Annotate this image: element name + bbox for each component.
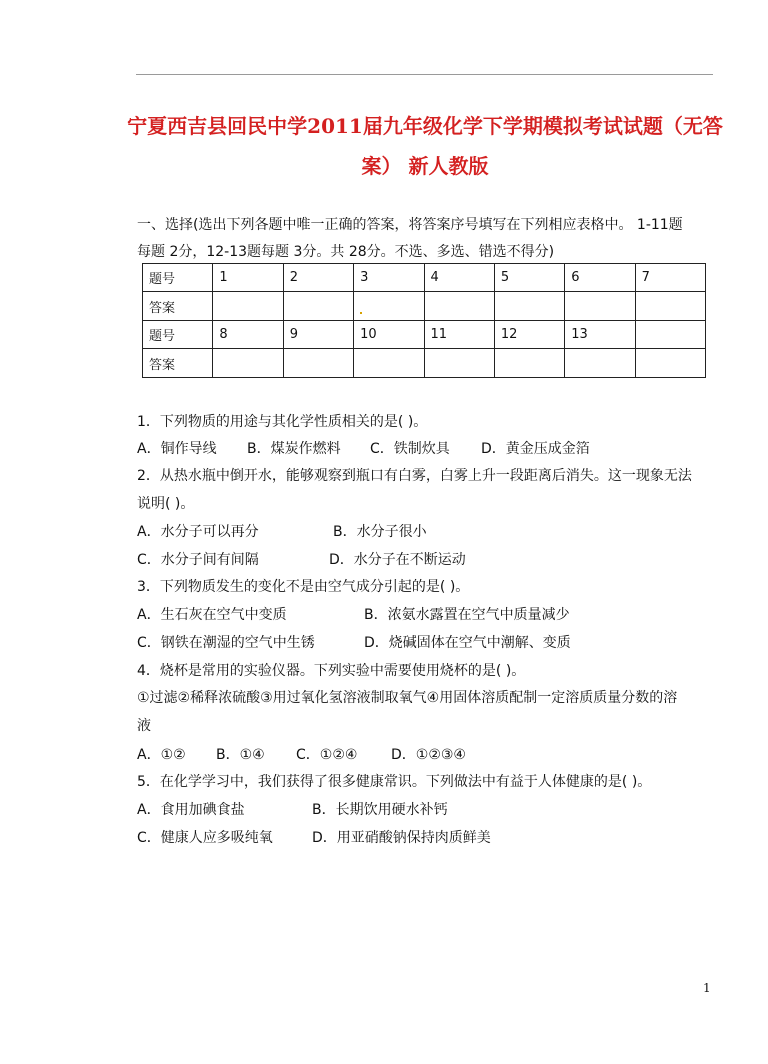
question-1-option-a[interactable]: A．铜作导线 [137, 441, 217, 457]
answer-cell[interactable] [635, 292, 705, 321]
table-row [143, 264, 706, 292]
question-5-option-d[interactable]: D．用亚硝酸钠保持肉质鲜美 [312, 830, 491, 846]
answer-cell[interactable] [424, 292, 494, 321]
table-row [143, 321, 706, 349]
question-2-stem-line-1: 2．从热水瓶中倒开水，能够观察到瓶口有白雾，白雾上升一段距离后消失。这一现象无法 [137, 468, 692, 484]
question-4-stem-line-2: ①过滤②稀释浓硫酸③用过氧化氢溶液制取氧气④用固体溶质配制一定溶质质量分数的溶 [137, 690, 678, 706]
question-number-cell: 4 [424, 264, 494, 292]
question-2-option-d[interactable]: D．水分子在不断运动 [329, 552, 466, 568]
answer-cell[interactable] [213, 349, 283, 378]
question-4-option-d[interactable]: D．①②③④ [391, 747, 466, 763]
question-4-stem-line-1: 4．烧杯是常用的实验仪器。下列实验中需要使用烧杯的是( )。 [137, 663, 526, 679]
question-3-option-a[interactable]: A．生石灰在空气中变质 [137, 607, 287, 623]
question-number-cell: 11 [424, 321, 494, 349]
question-3-stem: 3．下列物质发生的变化不是由空气成分引起的是( )。 [137, 579, 470, 595]
question-1-option-c[interactable]: C．铁制炊具 [370, 441, 450, 457]
answer-cell[interactable] [354, 349, 424, 378]
question-2-stem-line-2: 说明( )。 [137, 496, 195, 512]
question-5-option-c[interactable]: C．健康人应多吸纯氧 [137, 830, 273, 846]
question-4-option-c[interactable]: C．①②④ [296, 747, 358, 763]
answer-cell[interactable] [565, 292, 635, 321]
document-title-line-1: 宁夏西吉县回民中学2011届九年级化学下学期模拟考试试题（无答 [127, 114, 723, 138]
answer-cell[interactable] [283, 349, 353, 378]
answer-cell[interactable] [494, 292, 564, 321]
question-3-option-d[interactable]: D．烧碱固体在空气中潮解、变质 [364, 635, 571, 651]
question-4-stem-line-3: 液 [137, 718, 151, 734]
answer-cell[interactable] [213, 292, 283, 321]
question-3-option-b[interactable]: B．浓氨水露置在空气中质量减少 [364, 607, 570, 623]
table-answer-label-cell: 答案 [143, 349, 213, 378]
answer-table [142, 263, 706, 378]
answer-cell[interactable] [494, 349, 564, 378]
question-number-cell: 2 [283, 264, 353, 292]
question-2-option-b[interactable]: B．水分子很小 [333, 524, 427, 540]
question-1-stem: 1．下列物质的用途与其化学性质相关的是( )。 [137, 414, 428, 430]
page-number: 1 [703, 981, 711, 995]
table-row [143, 349, 706, 378]
instructions-line-1: 一、选择(选出下列各题中唯一正确的答案，将答案序号填写在下列相应表格中。 1-11题 [137, 217, 683, 233]
header-rule [136, 74, 713, 75]
question-number-cell: 10 [354, 321, 424, 349]
question-number-cell: 12 [494, 321, 564, 349]
question-number-cell: 9 [283, 321, 353, 349]
table-header-cell: 题号 [143, 321, 213, 349]
question-1-option-d[interactable]: D．黄金压成金箔 [481, 441, 590, 457]
document-title-line-2: 案） 新人教版 [361, 154, 489, 178]
question-5-stem: 5．在化学学习中，我们获得了很多健康常识。下列做法中有益于人体健康的是( )。 [137, 774, 652, 790]
question-number-cell: 7 [635, 264, 705, 292]
question-number-cell [635, 321, 705, 349]
table-answer-label-cell: 答案 [143, 292, 213, 321]
question-number-cell: 1 [213, 264, 283, 292]
question-number-cell: 5 [494, 264, 564, 292]
answer-cell[interactable] [635, 349, 705, 378]
question-5-option-a[interactable]: A．食用加碘食盐 [137, 802, 245, 818]
question-number-cell: 3 [354, 264, 424, 292]
answer-cell[interactable] [354, 292, 424, 321]
instructions-line-2: 每题 2分，12-13题每题 3分。共 28分。不选、多选、错选不得分) [137, 244, 555, 260]
question-2-option-a[interactable]: A．水分子可以再分 [137, 524, 259, 540]
question-2-option-c[interactable]: C．水分子间有间隔 [137, 552, 259, 568]
question-4-option-b[interactable]: B．①④ [216, 747, 265, 763]
question-1-option-b[interactable]: B．煤炭作燃料 [247, 441, 341, 457]
answer-cell[interactable] [424, 349, 494, 378]
question-number-cell: 6 [565, 264, 635, 292]
question-4-option-a[interactable]: A．①② [137, 747, 186, 763]
scan-speck [360, 312, 362, 314]
question-number-cell: 13 [565, 321, 635, 349]
table-header-cell: 题号 [143, 264, 213, 292]
question-number-cell: 8 [213, 321, 283, 349]
question-3-option-c[interactable]: C．钢铁在潮湿的空气中生锈 [137, 635, 315, 651]
question-5-option-b[interactable]: B．长期饮用硬水补钙 [312, 802, 448, 818]
answer-cell[interactable] [565, 349, 635, 378]
table-row [143, 292, 706, 321]
answer-cell[interactable] [283, 292, 353, 321]
